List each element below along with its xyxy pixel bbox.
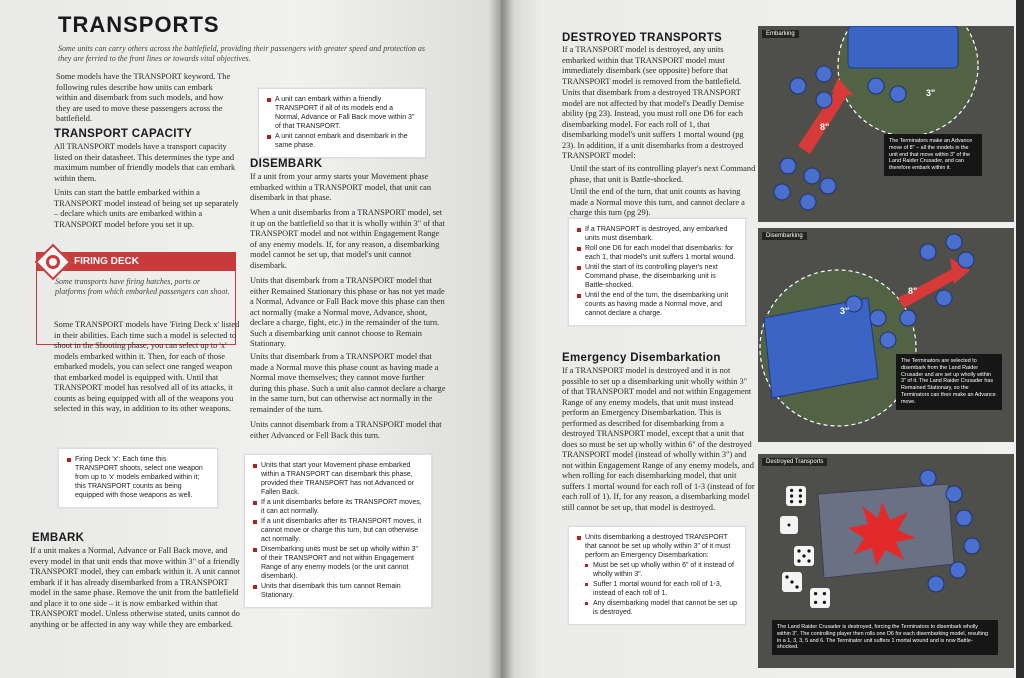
diagram-disembarking — [758, 228, 1014, 442]
firing-deck-summary-box — [58, 448, 218, 508]
die-pip — [797, 559, 800, 562]
destroyed-bullet: Until the end of the turn, that unit counts as having made a Normal move this turn, and cannot declare a charge this turn (pg 29). — [570, 187, 745, 217]
diagram-caption: The Terminators are selected to disembark from the Land Raider Crusader and are set up wholly within 3" of it. The Land Raider Crusader has Remained Stationary, so the Terminators can then make an Advance move. — [896, 354, 1002, 410]
book-gutter — [488, 0, 514, 678]
distance-label: 3" — [926, 88, 936, 98]
destroyed-paragraph: If a TRANSPORT model is destroyed, any units embarked within that TRANSPORT model must immediately disembark (see opposite) before that TRANSPORT model is removed from the battlefield. — [562, 45, 742, 86]
distance-label: 3" — [840, 306, 850, 316]
left-page — [0, 0, 500, 678]
embark-summary-box — [258, 88, 426, 158]
die-pip — [814, 601, 817, 604]
disembark-paragraph: If a unit from your army starts your Movement phase embarked within a TRANSPORT model, that unit can disembark in that phase. — [250, 172, 432, 202]
diagram-tag: Disembarking — [762, 232, 807, 240]
section-heading-capacity: TRANSPORT CAPACITY — [54, 128, 193, 140]
firing-deck-body: Some TRANSPORT models have 'Firing Deck x' listed in their abilities. Each time such a model is selected to shoot in the Shooting phase, you can select up to 'x' models embarked within it. Then, for each of those embarked models, you can select one ranged weapon that embarked model is equipped with. Until that TRANSPORT model has resolved all of its attacks, it counts as being equipped with all of the weapons you selected in this way, in addition to its other weapons. — [54, 320, 240, 413]
diagram-tag: Embarking — [762, 30, 799, 38]
disembark-paragraph: Units that disembark from a TRANSPORT model that either Remained Stationary this phase or has not yet made a Normal, Advance or Fall Back move this phase can then act normally (make a Normal move, Advance, shoot, declare a charge, fight, etc.) in the remainder of the turn. Such a disembarking unit cannot choose to Remain Stationary. — [250, 276, 445, 348]
destroyed-summary-box — [568, 218, 746, 326]
summary-subitem: Any disembarking model that cannot be set up is destroyed. — [577, 599, 737, 617]
diagram-caption: The Land Raider Crusader is destroyed, forcing the Terminators to disembark wholly within 3". The controlling player then rolls one D6 for each disembarking model, resulting in a 1, 3, 3, 5 and 6. The Terminator unit suffers 1 mortal wound and is now Battle-shocked. — [772, 620, 998, 655]
diagram-disembarking-art — [758, 228, 1014, 442]
intro-italic: Some units can carry others across the battlefield, providing their passengers with greater speed and protection as they are ferried to the front lines or towards vital objectives. — [58, 44, 425, 63]
summary-subitem: Suffer 1 mortal wound for each roll of 1-3, instead of each roll of 1. — [577, 580, 737, 598]
diagram-embarking — [758, 26, 1014, 222]
disembark-paragraph: Units that disembark from a TRANSPORT model that made a Normal move this phase count as having made a Normal move themselves; they cannot move further during this phase. Such a unit also cannot declare a charge in the same turn, but can otherwise act normally in the remainder of the turn. — [250, 352, 446, 414]
intro-body: Some models have the TRANSPORT keyword. The following rules describe how units can embark within and disembark from such models, and how they are used to move these passengers across the battlefield. — [56, 72, 231, 123]
firing-deck-banner: FIRING DECK — [36, 252, 236, 271]
capacity-paragraph: All TRANSPORT models have a transport capacity listed on their datasheet. This determines the type and maximum number of friendly models that can embark within them. — [54, 142, 236, 183]
destroyed-bullets — [562, 164, 756, 219]
summary-item: Firing Deck 'x': Each time this TRANSPORT shoots, select one weapon from up to 'x' models embarked within it; this TRANSPORT counts as being equipped with those weapons as well. — [67, 455, 209, 500]
summary-item: Until the end of the turn, the disembarking unit counts as having made a Normal move, and cannot declare a charge. — [577, 291, 737, 318]
embark-paragraph: If a unit makes a Normal, Advance or Fall Back move, and every model in that unit ends that move within 3" of a friendly TRANSPORT model, they can embark within it. A unit cannot embark if it has already disembarked from a TRANSPORT model in the same phase. Remove the unit from the battlefield and place it to one side – it is now embarked within that TRANSPORT model. Unless otherwise stated, units cannot do anything or be affected in any way while they are embarked. — [30, 546, 240, 629]
emergency-paragraph: If a TRANSPORT model is destroyed and it is not possible to set up a disembarking unit wholly within 3" of that TRANSPORT model and not within Engagement Range of any enemy models, that unit must instead perform an Emergency Disembarkation. This is performed as described for disembarking from a destroyed TRANSPORT model, except that a unit that does so must be set up wholly within 6" of the destroyed TRANSPORT model (instead of wholly within 3") and not within Engagement Range of any enemy models, and when rolling for each disembarking model, that unit suffers 1 mortal wound for each roll of 1-3 (instead of for each roll of 1). If, for any reason, a disembarking model still cannot be set up, that model is destroyed. — [562, 366, 755, 512]
die-pip — [823, 592, 826, 595]
die-pip — [807, 549, 810, 552]
die-pip — [797, 549, 800, 552]
die-pip — [802, 554, 805, 557]
summary-item: If a TRANSPORT is destroyed, any embarked units must disembark. — [577, 225, 737, 243]
summary-item: A unit can embark within a friendly TRANSPORT if all of its models end a Normal, Advance or Fall Back move within 3" of that TRANSPORT. — [267, 95, 417, 131]
section-heading-emergency: Emergency Disembarkation — [562, 352, 721, 364]
right-page — [500, 0, 1024, 678]
summary-item: If a unit disembarks before its TRANSPORT moves, it can act normally. — [253, 498, 423, 516]
destroyed-paragraph: Units that disembark from a destroyed TRANSPORT model are not affected by that model's Deadly Demise ability (pg 23). Instead, you must roll one D6 for each disembarking model. For each roll of 1, that disembarking model's unit suffers 1 mortal wound (pg 23). In addition, if a unit disembarks from a destroyed TRANSPORT model: — [562, 88, 744, 160]
section-heading-destroyed: DESTROYED TRANSPORTS — [562, 32, 722, 44]
summary-subitem: Must be set up wholly within 6" of it instead of wholly within 3". — [577, 561, 737, 579]
die-pip — [790, 494, 793, 497]
diagram-destroyed — [758, 454, 1014, 668]
summary-item: Units disembarking a destroyed TRANSPORT that cannot be set up wholly within 3" of it must perform an Emergency Disembarkation: — [577, 533, 737, 560]
die-pip — [807, 559, 810, 562]
section-heading-disembark: DISEMBARK — [250, 158, 323, 170]
die-pip — [790, 500, 793, 503]
die-pip — [799, 494, 802, 497]
die-pip — [788, 524, 791, 527]
die-pip — [799, 500, 802, 503]
die-pip — [799, 489, 802, 492]
distance-label: 8" — [820, 122, 830, 132]
summary-item: If a unit disembarks after its TRANSPORT moves, it cannot move or charge this turn, but can otherwise act normally. — [253, 517, 423, 544]
die-pip — [814, 592, 817, 595]
capacity-paragraph: Units can start the battle embarked within a TRANSPORT model instead of being set up separately – declare which units are embarked within a TRANSPORT model before you set it up. — [54, 188, 239, 229]
disembark-paragraph: When a unit disembarks from a TRANSPORT model, set it up on the battlefield so that it is wholly within 3" of that TRANSPORT model and not within Engagement Range of any enemy models. If, for any reason, a disembarking model cannot be set up, that model's unit cannot disembark. — [250, 208, 445, 270]
die-pip — [790, 580, 793, 583]
diagram-tag: Destroyed Transports — [762, 458, 827, 466]
summary-item: Until the start of its controlling player's next Command phase, the disembarking unit is Battle-shocked. — [577, 263, 737, 290]
emergency-summary-box — [568, 526, 746, 625]
summary-item: Roll one D6 for each model that disembarks: for each 1, that model's unit suffers 1 mortal wound. — [577, 244, 737, 262]
summary-item: A unit cannot embark and disembark in the same phase. — [267, 132, 417, 150]
destroyed-bullet: Until the start of its controlling player's next Command phase, that unit is Battle-shocked. — [570, 164, 756, 184]
firing-deck-italic: Some transports have firing hatches, ports or platforms from which embarked passengers can shoot. — [55, 277, 230, 296]
disembark-paragraph: Units cannot disembark from a TRANSPORT model that either Advanced or Fell Back this turn. — [250, 420, 442, 440]
summary-item: Disembarking units must be set up wholly within 3" of their TRANSPORT and not within Engagement Range of any enemy models (or the unit cannot disembark). — [253, 545, 423, 581]
section-heading-embark: EMBARK — [32, 532, 85, 544]
die-pip — [790, 489, 793, 492]
die-pip — [823, 601, 826, 604]
summary-item: Units that start your Movement phase embarked within a TRANSPORT can disembark this phase, provided their TRANSPORT has not Advanced or Fallen Back. — [253, 461, 423, 497]
disembark-summary-box — [244, 454, 432, 608]
die-pip — [785, 575, 788, 578]
diagram-embarking-art — [758, 26, 1014, 222]
page-title: TRANSPORTS — [58, 12, 220, 37]
diagram-caption: The Terminators make an Advance move of 8" – all the models in the unit end that move within 3" of the Land Raider Crusader, and can therefore embark within it. — [884, 134, 982, 176]
die-pip — [795, 585, 798, 588]
summary-item: Units that disembark this turn cannot Remain Stationary. — [253, 582, 423, 600]
table-edge — [1016, 0, 1024, 678]
distance-label: 8" — [908, 286, 918, 296]
